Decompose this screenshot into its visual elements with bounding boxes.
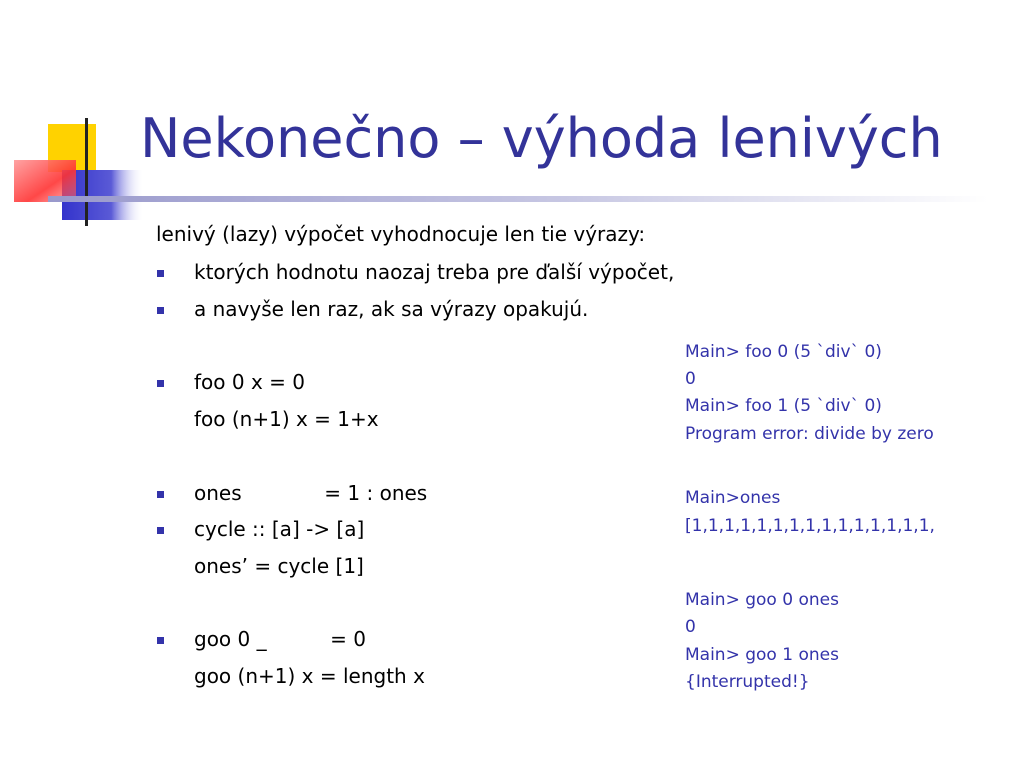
bullet-marker [157,491,164,498]
bullet-marker [157,307,164,314]
intro-text: lenivý (lazy) výpočet vyhodnocuje len tie výrazy: [156,222,646,246]
bullet-item-2: a navyše len raz, ak sa výrazy opakujú. [194,297,589,321]
console-line: {Interrupted!} [685,672,810,692]
title-divider [48,196,988,202]
bullet-item-6: goo 0 _ = 0 [194,627,367,651]
bullet-marker [157,270,164,277]
console-line: [1,1,1,1,1,1,1,1,1,1,1,1,1,1,1, [685,516,935,536]
continuation-line-2: ones’ = cycle [1] [194,554,364,578]
console-line: 0 [685,617,696,637]
console-line: Main>ones [685,488,781,508]
bullet-marker [157,637,164,644]
bullet-item-3: foo 0 x = 0 [194,370,305,394]
decorative-squares-icon [14,118,144,228]
bullet-marker [157,380,164,387]
console-line: 0 [685,369,696,389]
decorative-logo [14,118,144,228]
console-line: Main> foo 1 (5 `div` 0) [685,396,882,416]
console-line: Program error: divide by zero [685,424,934,444]
bullet-item-4: ones = 1 : ones [194,481,428,505]
console-line: Main> goo 0 ones [685,590,839,610]
console-line: Main> goo 1 ones [685,645,839,665]
bullet-item-5: cycle :: [a] -> [a] [194,517,365,541]
continuation-line-3: goo (n+1) x = length x [194,664,425,688]
bullet-marker [157,527,164,534]
slide-title: Nekonečno – výhoda lenivých [140,107,943,170]
bullet-item-1: ktorých hodnotu naozaj treba pre ďalší výpočet, [194,260,675,284]
continuation-line-1: foo (n+1) x = 1+x [194,407,379,431]
console-line: Main> foo 0 (5 `div` 0) [685,342,882,362]
